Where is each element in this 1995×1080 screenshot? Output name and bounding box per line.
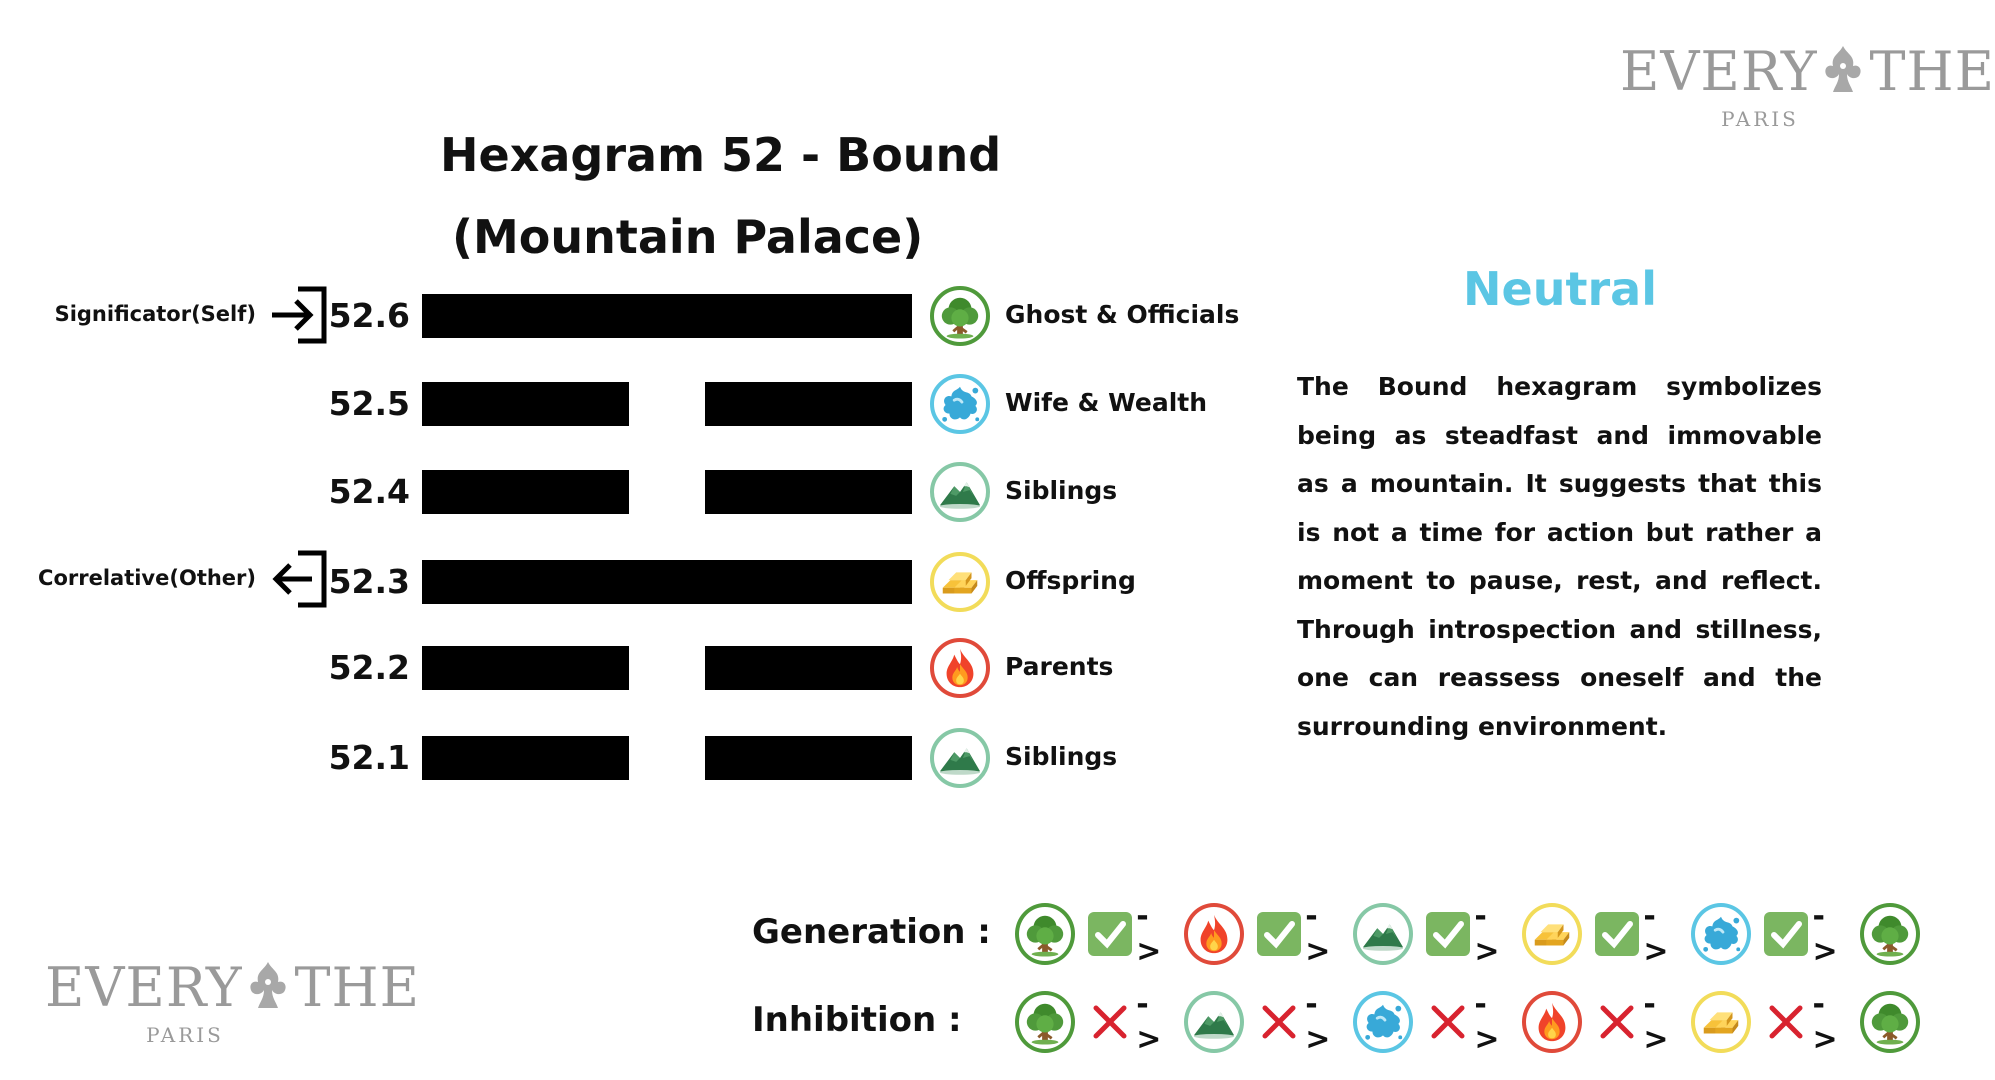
brand-name-left: EVERY <box>1620 40 1818 103</box>
inhibition-cycle <box>1015 987 1920 1057</box>
brand-name-left: EVERY <box>45 956 243 1019</box>
wood-badge <box>1015 991 1075 1053</box>
cycle-connector: -> <box>1136 899 1164 969</box>
mountain-icon <box>1191 999 1237 1045</box>
tree-icon <box>1867 911 1913 957</box>
wood-badge <box>1860 991 1920 1053</box>
wood-badge <box>1015 903 1075 965</box>
cross-mark-icon <box>1764 1000 1808 1044</box>
tree-icon <box>1867 999 1913 1045</box>
gold-bars-icon <box>937 559 983 605</box>
cross-mark-icon <box>1088 1000 1132 1044</box>
check-mark-icon <box>1764 912 1808 956</box>
yang-line <box>422 294 912 338</box>
line-label: 52.5 <box>328 384 410 423</box>
generation-cycle <box>1015 899 1920 969</box>
line-segment <box>422 470 629 514</box>
water-splash-icon <box>1698 911 1744 957</box>
cycle-connector: -> <box>1305 987 1333 1057</box>
metal-badge <box>930 552 990 612</box>
brand-wordmark <box>1620 40 1995 103</box>
line-segment <box>422 294 912 338</box>
hexagram-title: Hexagram 52 - Bound <box>440 128 1002 182</box>
water-splash-icon <box>1360 999 1406 1045</box>
line-segment <box>705 470 912 514</box>
tree-icon <box>1022 999 1068 1045</box>
line-segment <box>705 736 912 780</box>
relation-label: Wife & Wealth <box>1005 388 1208 417</box>
cross-mark-icon <box>1426 1000 1470 1044</box>
tree-icon <box>1022 911 1068 957</box>
yin-line <box>422 382 912 426</box>
metal-badge <box>1691 991 1751 1053</box>
mountain-icon <box>937 735 983 781</box>
line-segment <box>422 736 629 780</box>
line-segment <box>422 382 629 426</box>
check-mark-icon <box>1426 912 1470 956</box>
brand-name-right: THE <box>294 956 421 1019</box>
yin-line <box>422 736 912 780</box>
fire-icon <box>1529 999 1575 1045</box>
fire-icon <box>937 645 983 691</box>
line-label: 52.2 <box>328 648 410 687</box>
line-segment <box>422 560 912 604</box>
line-label: 52.4 <box>328 472 410 511</box>
line-segment <box>422 646 629 690</box>
cycle-connector: -> <box>1643 987 1671 1057</box>
hexagram-subtitle: (Mountain Palace) <box>452 210 924 264</box>
mountain-icon <box>937 469 983 515</box>
line-segment <box>705 646 912 690</box>
mountain-icon <box>1360 911 1406 957</box>
wood-badge <box>1860 903 1920 965</box>
cross-mark-icon <box>1595 1000 1639 1044</box>
fleur-ornament-icon <box>246 960 290 1012</box>
check-mark-icon <box>1257 912 1301 956</box>
relation-label: Ghost & Officials <box>1005 300 1240 329</box>
yin-line <box>422 646 912 690</box>
fleur-ornament-icon <box>1821 44 1865 96</box>
cycle-connector: -> <box>1136 987 1164 1057</box>
earth-badge <box>1353 903 1413 965</box>
cycle-connector: -> <box>1474 987 1502 1057</box>
judgement-state: Neutral <box>1463 262 1657 316</box>
brand-logo-top <box>1620 40 1995 131</box>
inhibition-label: Inhibition : <box>752 1000 962 1040</box>
relation-label: Siblings <box>1005 742 1118 771</box>
water-badge <box>1353 991 1413 1053</box>
earth-badge <box>930 462 990 522</box>
yang-line <box>422 560 912 604</box>
fire-badge <box>930 638 990 698</box>
fire-badge <box>1522 991 1582 1053</box>
brand-wordmark <box>45 956 421 1019</box>
line-segment <box>705 382 912 426</box>
tree-icon <box>937 293 983 339</box>
line-label: 52.1 <box>328 738 410 777</box>
earth-badge <box>1184 991 1244 1053</box>
fire-icon <box>1191 911 1237 957</box>
yin-line <box>422 470 912 514</box>
correlative-label: Correlative(Other) <box>38 566 256 590</box>
generation-label: Generation : <box>752 912 991 952</box>
line-label: 52.3 <box>328 562 410 601</box>
relation-label: Offspring <box>1005 566 1136 595</box>
cycle-connector: -> <box>1643 899 1671 969</box>
cycle-connector: -> <box>1474 899 1502 969</box>
water-badge <box>1691 903 1751 965</box>
water-splash-icon <box>937 381 983 427</box>
brand-logo-bottom <box>45 956 421 1047</box>
judgement-text: The Bound hexagram symbolizes being as steadfast and immovable as a mountain. It suggests that this is not a time for action but rather a moment to pause, rest, and reflect. Through introspection and stillness, one can reassess oneself and the surrounding environment. <box>1297 372 1822 741</box>
cycle-connector: -> <box>1305 899 1333 969</box>
significator-label: Significator(Self) <box>54 302 256 326</box>
check-mark-icon <box>1088 912 1132 956</box>
check-mark-icon <box>1595 912 1639 956</box>
relation-label: Siblings <box>1005 476 1118 505</box>
fire-badge <box>1184 903 1244 965</box>
brand-name-right: THE <box>1869 40 1995 103</box>
relation-label: Parents <box>1005 652 1114 681</box>
brand-city: PARIS <box>1721 107 1799 131</box>
cross-mark-icon <box>1257 1000 1301 1044</box>
earth-badge <box>930 728 990 788</box>
metal-badge <box>1522 903 1582 965</box>
cycle-connector: -> <box>1812 899 1840 969</box>
brand-city: PARIS <box>146 1023 224 1047</box>
water-badge <box>930 374 990 434</box>
cycle-connector: -> <box>1812 987 1840 1057</box>
wood-badge <box>930 286 990 346</box>
line-label: 52.6 <box>328 296 410 335</box>
gold-bars-icon <box>1698 999 1744 1045</box>
gold-bars-icon <box>1529 911 1575 957</box>
